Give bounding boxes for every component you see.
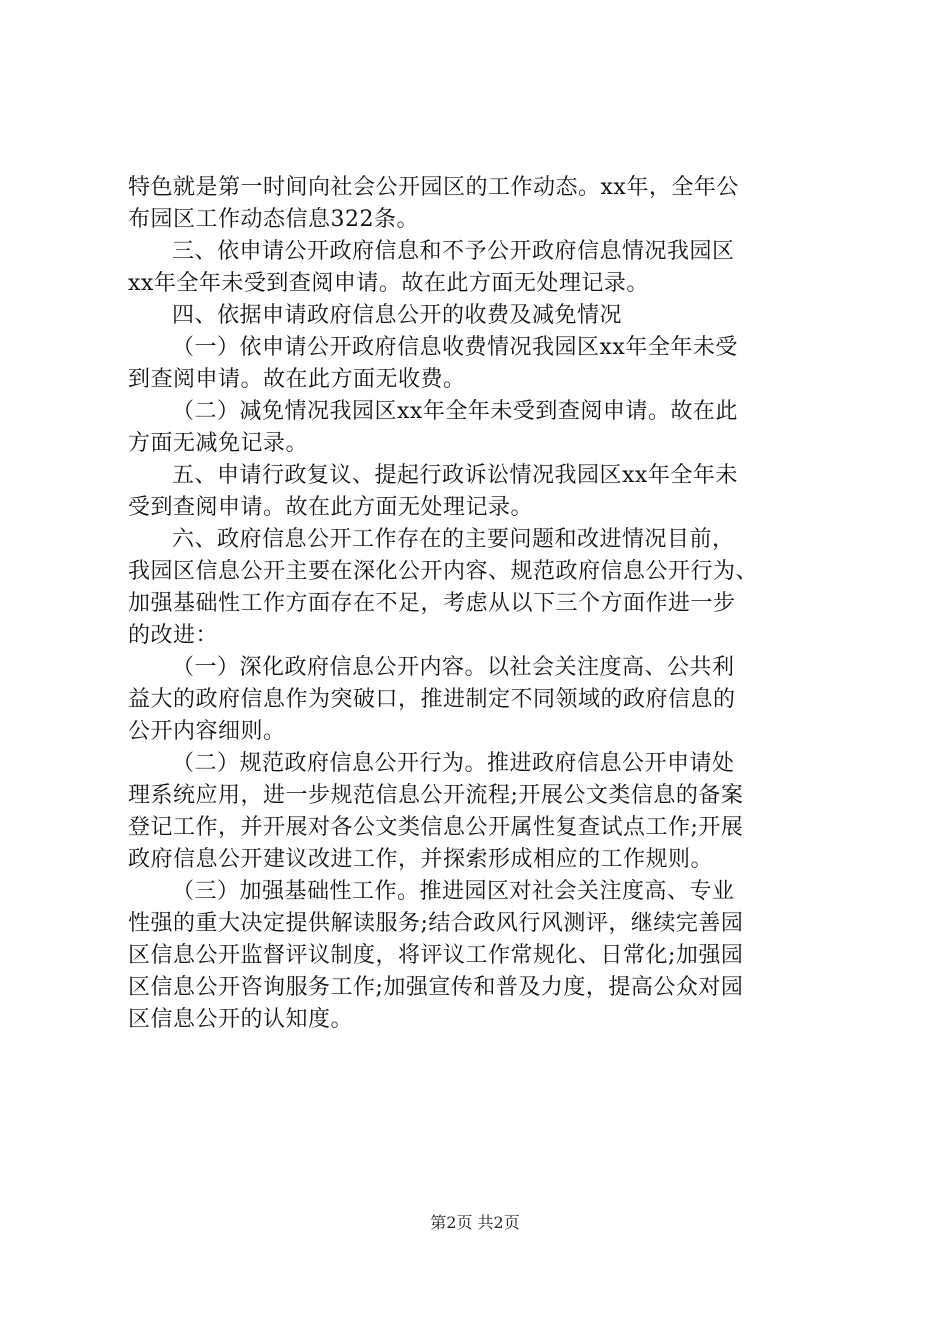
body-line: 特色就是第一时间向社会公开园区的工作动态。xx年，全年公 bbox=[128, 175, 739, 200]
page-number-footer: 第2页 共2页 bbox=[430, 1213, 520, 1232]
body-line: 公开内容细则。 bbox=[128, 719, 286, 744]
body-line: （二）减免情况我园区xx年全年未受到查阅申请。故在此 bbox=[172, 399, 738, 424]
body-line: 理系统应用，进一步规范信息公开流程;开展公文类信息的备案 bbox=[128, 783, 744, 808]
body-line: 五、申请行政复议、提起行政诉讼情况我园区xx年全年未 bbox=[172, 463, 738, 488]
body-line: 政府信息公开建议改进工作，并探索形成相应的工作规则。 bbox=[128, 847, 714, 872]
body-line: （二）规范政府信息公开行为。推进政府信息公开申请处 bbox=[172, 751, 735, 776]
body-line: 四、依据申请政府信息公开的收费及减免情况 bbox=[172, 303, 623, 328]
body-line: 登记工作，并开展对各公文类信息公开属性复查试点工作;开展 bbox=[128, 815, 744, 840]
body-line: 我园区信息公开主要在深化公开内容、规范政府信息公开行为、 bbox=[128, 559, 759, 584]
body-line: 三、依申请公开政府信息和不予公开政府信息情况我园区 bbox=[172, 239, 735, 264]
body-line: 区信息公开咨询服务工作;加强宣传和普及力度，提高公众对园 bbox=[128, 975, 744, 1000]
body-line: 性强的重大决定提供解读服务;结合政风行风测评，继续完善园 bbox=[128, 911, 744, 936]
body-line: 六、政府信息公开工作存在的主要问题和改进情况目前， bbox=[172, 527, 735, 552]
body-line: 区信息公开监督评议制度，将评议工作常规化、日常化;加强园 bbox=[128, 943, 744, 968]
body-line: （一）依申请公开政府信息收费情况我园区xx年全年未受 bbox=[172, 335, 738, 360]
body-line: 的改进： bbox=[128, 623, 219, 648]
body-line: 到查阅申请。故在此方面无收费。 bbox=[128, 367, 466, 392]
body-line: （一）深化政府信息公开内容。以社会关注度高、公共利 bbox=[172, 655, 735, 680]
body-line: xx年全年未受到查阅申请。故在此方面无处理记录。 bbox=[128, 271, 649, 296]
body-line: 方面无减免记录。 bbox=[128, 431, 309, 456]
body-line: 布园区工作动态信息322条。 bbox=[128, 207, 419, 232]
body-line: 区信息公开的认知度。 bbox=[128, 1007, 354, 1032]
body-line: 益大的政府信息作为突破口，推进制定不同领域的政府信息的 bbox=[128, 687, 736, 712]
body-line: 受到查阅申请。故在此方面无处理记录。 bbox=[128, 495, 534, 520]
body-line: （三）加强基础性工作。推进园区对社会关注度高、专业 bbox=[172, 879, 735, 904]
body-line: 加强基础性工作方面存在不足，考虑从以下三个方面作进一步 bbox=[128, 591, 736, 616]
